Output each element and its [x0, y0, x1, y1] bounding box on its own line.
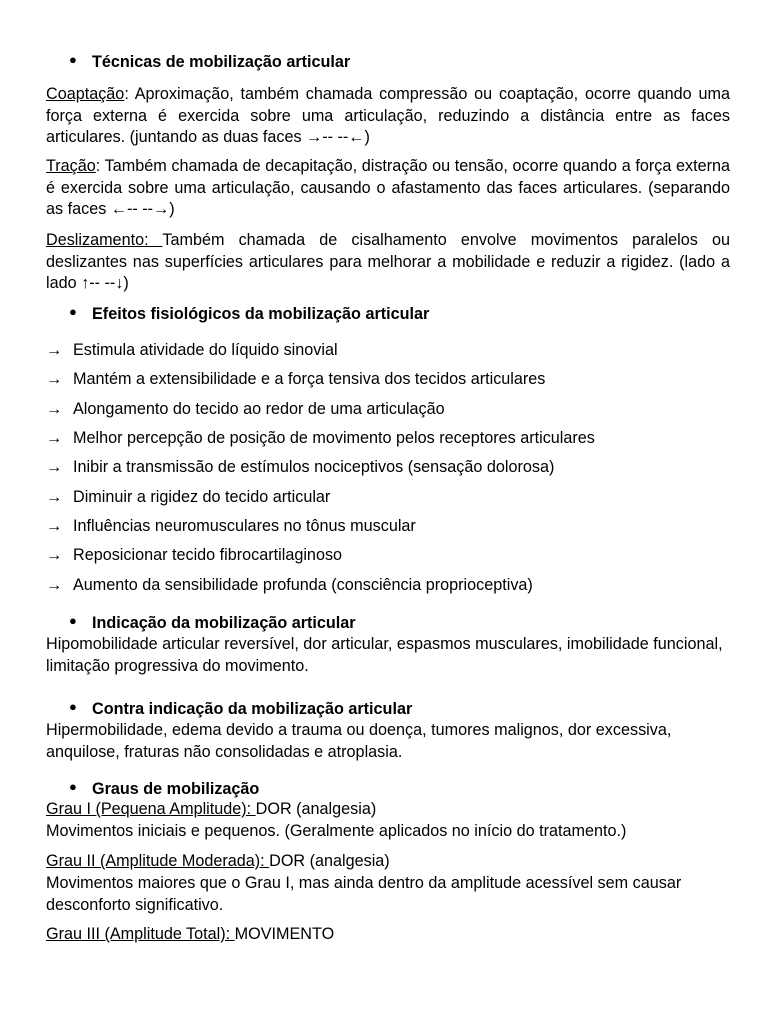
grade-value: DOR (analgesia)	[269, 852, 390, 870]
arrow-right-icon: →	[46, 429, 63, 447]
effect-text: Diminuir a rigidez do tecido articular	[73, 488, 331, 506]
technique-term: Deslizamento:	[46, 231, 163, 249]
arrow-right-icon: →	[46, 546, 63, 564]
technique-deslizamento	[46, 230, 730, 295]
effect-text: Melhor percepção de posição de movimento pelos receptores articulares	[73, 429, 595, 447]
heading-text: Efeitos fisiológicos da mobilização articular	[92, 305, 430, 323]
grade-1	[46, 800, 376, 819]
grade-3	[46, 925, 334, 944]
grade-value: MOVIMENTO	[234, 925, 335, 943]
contra-indicacao-text: Hipermobilidade, edema devido a trauma ou doença, tumores malignos, dor excessiva, anquilose, fraturas não consolidadas e atroplasia.	[46, 721, 672, 761]
arrow-right-icon: →	[46, 341, 63, 359]
effect-text: Aumento da sensibilidade profunda (consciência proprioceptiva)	[73, 576, 533, 594]
arrow-right-icon: →	[46, 370, 63, 388]
effect-text: Reposicionar tecido fibrocartilaginoso	[73, 546, 343, 564]
bullet-icon: ●	[69, 613, 77, 628]
effect-text: Mantém a extensibilidade e a força tensiva dos tecidos articulares	[73, 370, 546, 388]
bullet-icon: ●	[69, 304, 77, 319]
technique-text: : Também chamada de decapitação, distração ou tensão, ocorre quando a força externa é exercida sobre uma articulação, causando o afastamento das faces articulares. (separando as faces ←-- --→)	[46, 157, 730, 218]
arrow-right-icon: →	[46, 400, 63, 418]
technique-term: Tração	[46, 157, 96, 175]
technique-term: Coaptação	[46, 85, 125, 103]
bullet-icon: ●	[69, 779, 77, 794]
heading-text: Graus de mobilização	[92, 780, 260, 798]
heading-text: Técnicas de mobilização articular	[92, 53, 351, 71]
indicacao-text: Hipomobilidade articular reversível, dor articular, espasmos musculares, imobilidade funcional, limitação progressiva do movimento.	[46, 635, 723, 675]
heading-text: Indicação da mobilização articular	[92, 614, 356, 632]
bullet-icon: ●	[69, 52, 77, 67]
technique-text: Também chamada de cisalhamento envolve movimentos paralelos ou deslizantes nas superfícies articulares para melhorar a mobilidade e reduzir a rigidez. (lado a lado ↑-- --↓)	[46, 231, 730, 292]
grade-label: Grau II (Amplitude Moderada):	[46, 852, 270, 870]
grade-2	[46, 852, 390, 871]
heading-text: Contra indicação da mobilização articular	[92, 700, 413, 718]
technique-text: : Aproximação, também chamada compressão ou coaptação, ocorre quando uma força externa é exercida sobre uma articulação, reduzindo a distância entre as faces articulares. (juntando as duas faces →-- --←)	[46, 85, 730, 146]
technique-coaptacao	[46, 84, 730, 149]
effect-text: Inibir a transmissão de estímulos nociceptivos (sensação dolorosa)	[73, 458, 555, 476]
grade-value: DOR (analgesia)	[255, 800, 377, 818]
bullet-icon: ●	[69, 699, 77, 714]
arrow-right-icon: →	[46, 488, 63, 506]
grade-2-description: Movimentos maiores que o Grau I, mas ainda dentro da amplitude acessível sem causar desconforto significativo.	[46, 874, 682, 914]
technique-tracao	[46, 156, 730, 221]
effect-text: Alongamento do tecido ao redor de uma articulação	[73, 400, 445, 418]
effect-text: Estimula atividade do líquido sinovial	[73, 341, 338, 359]
grade-label: Grau I (Pequena Amplitude):	[46, 800, 256, 818]
grade-label: Grau III (Amplitude Total):	[46, 925, 235, 943]
grade-1-description: Movimentos iniciais e pequenos. (Geralmente aplicados no início do tratamento.)	[46, 822, 627, 840]
arrow-right-icon: →	[46, 458, 63, 476]
effect-text: Influências neuromusculares no tônus muscular	[73, 517, 416, 535]
arrow-right-icon: →	[46, 576, 63, 594]
arrow-right-icon: →	[46, 517, 63, 535]
